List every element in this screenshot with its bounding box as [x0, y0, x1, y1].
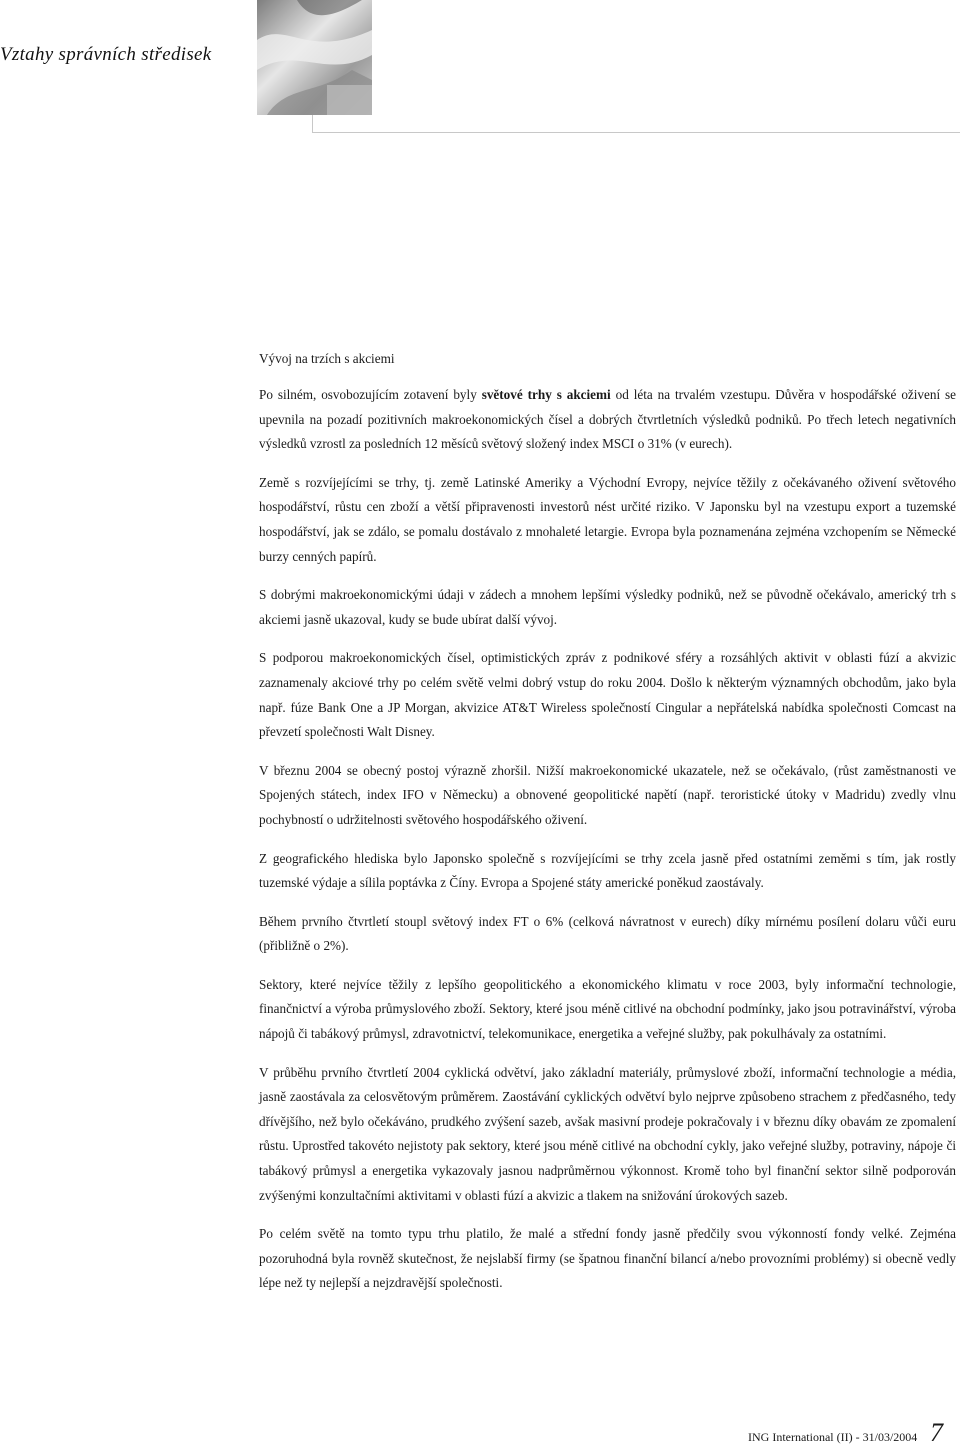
footer-publication: ING International (II) - 31/03/2004 — [748, 1430, 918, 1444]
intro-text-start: Po silném, osvobozujícím zotavení byly — [259, 387, 482, 402]
paragraph: Sektory, které nejvíce těžily z lepšího geopolitického a ekonomického klimatu v roce 2003, byly informační technologie, finančnictví a výroba průmyslového zboží. Sektory, které jsou méně citlivé na obchodní podmínky, jako jsou potravinářství, výroba nápojů či tabákový průmysl, zdravotnictví, telekomunikace, energetika a veřejné služby, pak pokulhávaly za ostatními. — [259, 976, 956, 1042]
paragraph: Po celém světě na tomto typu trhu platilo, že malé a střední fondy jasně předčily svou výkonností fondy velké. Zejména pozoruhodná byla rovněž skutečnost, že nejslabší firmy (se špatnou finanční bilancí a/nebo provozními problémy) si obecně vedly lépe než ty nejlepší a nejzdravější společnosti. — [259, 1226, 956, 1291]
header-frame — [312, 0, 960, 133]
paragraph: Během prvního čtvrtletí stoupl světový index FT o 6% (celková návratnost v eurech) díky mírnému posílení dolaru vůči euru (přibližně o 2%). — [259, 913, 956, 954]
section-heading: Vývoj na trzích s akciemi — [259, 351, 395, 366]
paragraph-intro — [259, 383, 956, 457]
paragraph: S dobrými makroekonomickými údaji v zádech a mnohem lepšími výsledky podniků, než se původně očekávalo, americký trh s akciemi jasně ukazoval, kudy se bude ubírat další vývoj. — [259, 587, 956, 627]
article-body — [259, 347, 956, 1310]
paragraph: Z geografického hlediska bylo Japonsko společně s rozvíjejícími se trhy zcela jasně před ostatními zeměmi s tím, jak rostly tuzemské výdaje a sílila poptávka z Číny. Evropa a Spojené státy americké poněkud zaostávaly. — [259, 850, 956, 891]
paragraph: Země s rozvíjejícími se trhy, tj. země Latinské Ameriky a Východní Evropy, nejvíce těžily z očekávaného oživení světového hospodářství, růstu cen zboží a větší připravenosti investorů nést určité riziko. V Japonsku byl na vzestupu export a tuzemské hospodářství, jak se zdálo, se pomalu dostávalo z mnohaleté letargie. Evropa byla poznamenána zejména vzchopením se Německé burzy cenných papírů. — [259, 474, 956, 564]
intro-text-end: od léta na trvalém vzestupu. Důvěra v hospodářské oživení se upevnila na pozadí pozitivních makroekonomických čísel a dobrých čtvrtletních výsledků podniků. Po třech letech negativních výsledků vzrostl za posledních 12 měsíců světový složený index MSCI o 31% (v eurech). — [259, 387, 957, 452]
page-header-title: Vztahy správních středisek — [0, 44, 212, 65]
page-number: 7 — [930, 1418, 943, 1447]
header-photo-graphic — [257, 0, 372, 115]
paragraph: V březnu 2004 se obecný postoj výrazně zhoršil. Nižší makroekonomické ukazatele, než se očekávalo, (růst zaměstnanosti ve Spojených státech, index IFO v Německu) a obnovené geopolitické napětí (např. teroristické útoky v Madridu) zvedly vlnu pochybností o udržitelnosti světového hospodářského oživení. — [259, 762, 956, 827]
paragraph: V průběhu prvního čtvrtletí 2004 cyklická odvětví, jako základní materiály, průmyslové zboží, informační technologie a média, jasně zaostávala za celosvětovým průměrem. Zaostávání cyklických odvětví bylo nejprve způsobeno strachem z předčasného, tedy dřívějšího, než bylo očekáváno, prudkého zvýšení sazeb, avšak masivní prodeje pokračovaly i v březnu díky obavám ze zpomalení růstu. Uprostřed takovéto nejistoty pak sektory, které jsou méně citlivé na obchodní cykly, jako veřejné služby, potraviny, nápoje či tabákový průmysl a energetika vykazovaly jasnou nadprůměrnou výkonnost. Kromě toho byl finanční sektor silně podporován zvýšenými konzultačními aktivitami v oblasti fúzí a akvizic a tlakem na snižování úrokových sazeb. — [259, 1064, 956, 1203]
paragraph: S podporou makroekonomických čísel, optimistických zpráv z podnikové sféry a rozsáhlých aktivit v oblasti fúzí a akvizic zaznamenaly akciové trhy po celém světě velmi dobrý vstup do roku 2004. Došlo k některým významných obchodům, jako byla např. fúze Bank One a JP Morgan, akvizice AT&T Wireless společností Cingular a nepřátelská nabídka společnosti Comcast na převzetí společnosti Walt Disney. — [259, 650, 956, 740]
intro-bold-term: světové trhy s akciemi — [481, 387, 611, 402]
header-photo-icon — [257, 0, 372, 115]
